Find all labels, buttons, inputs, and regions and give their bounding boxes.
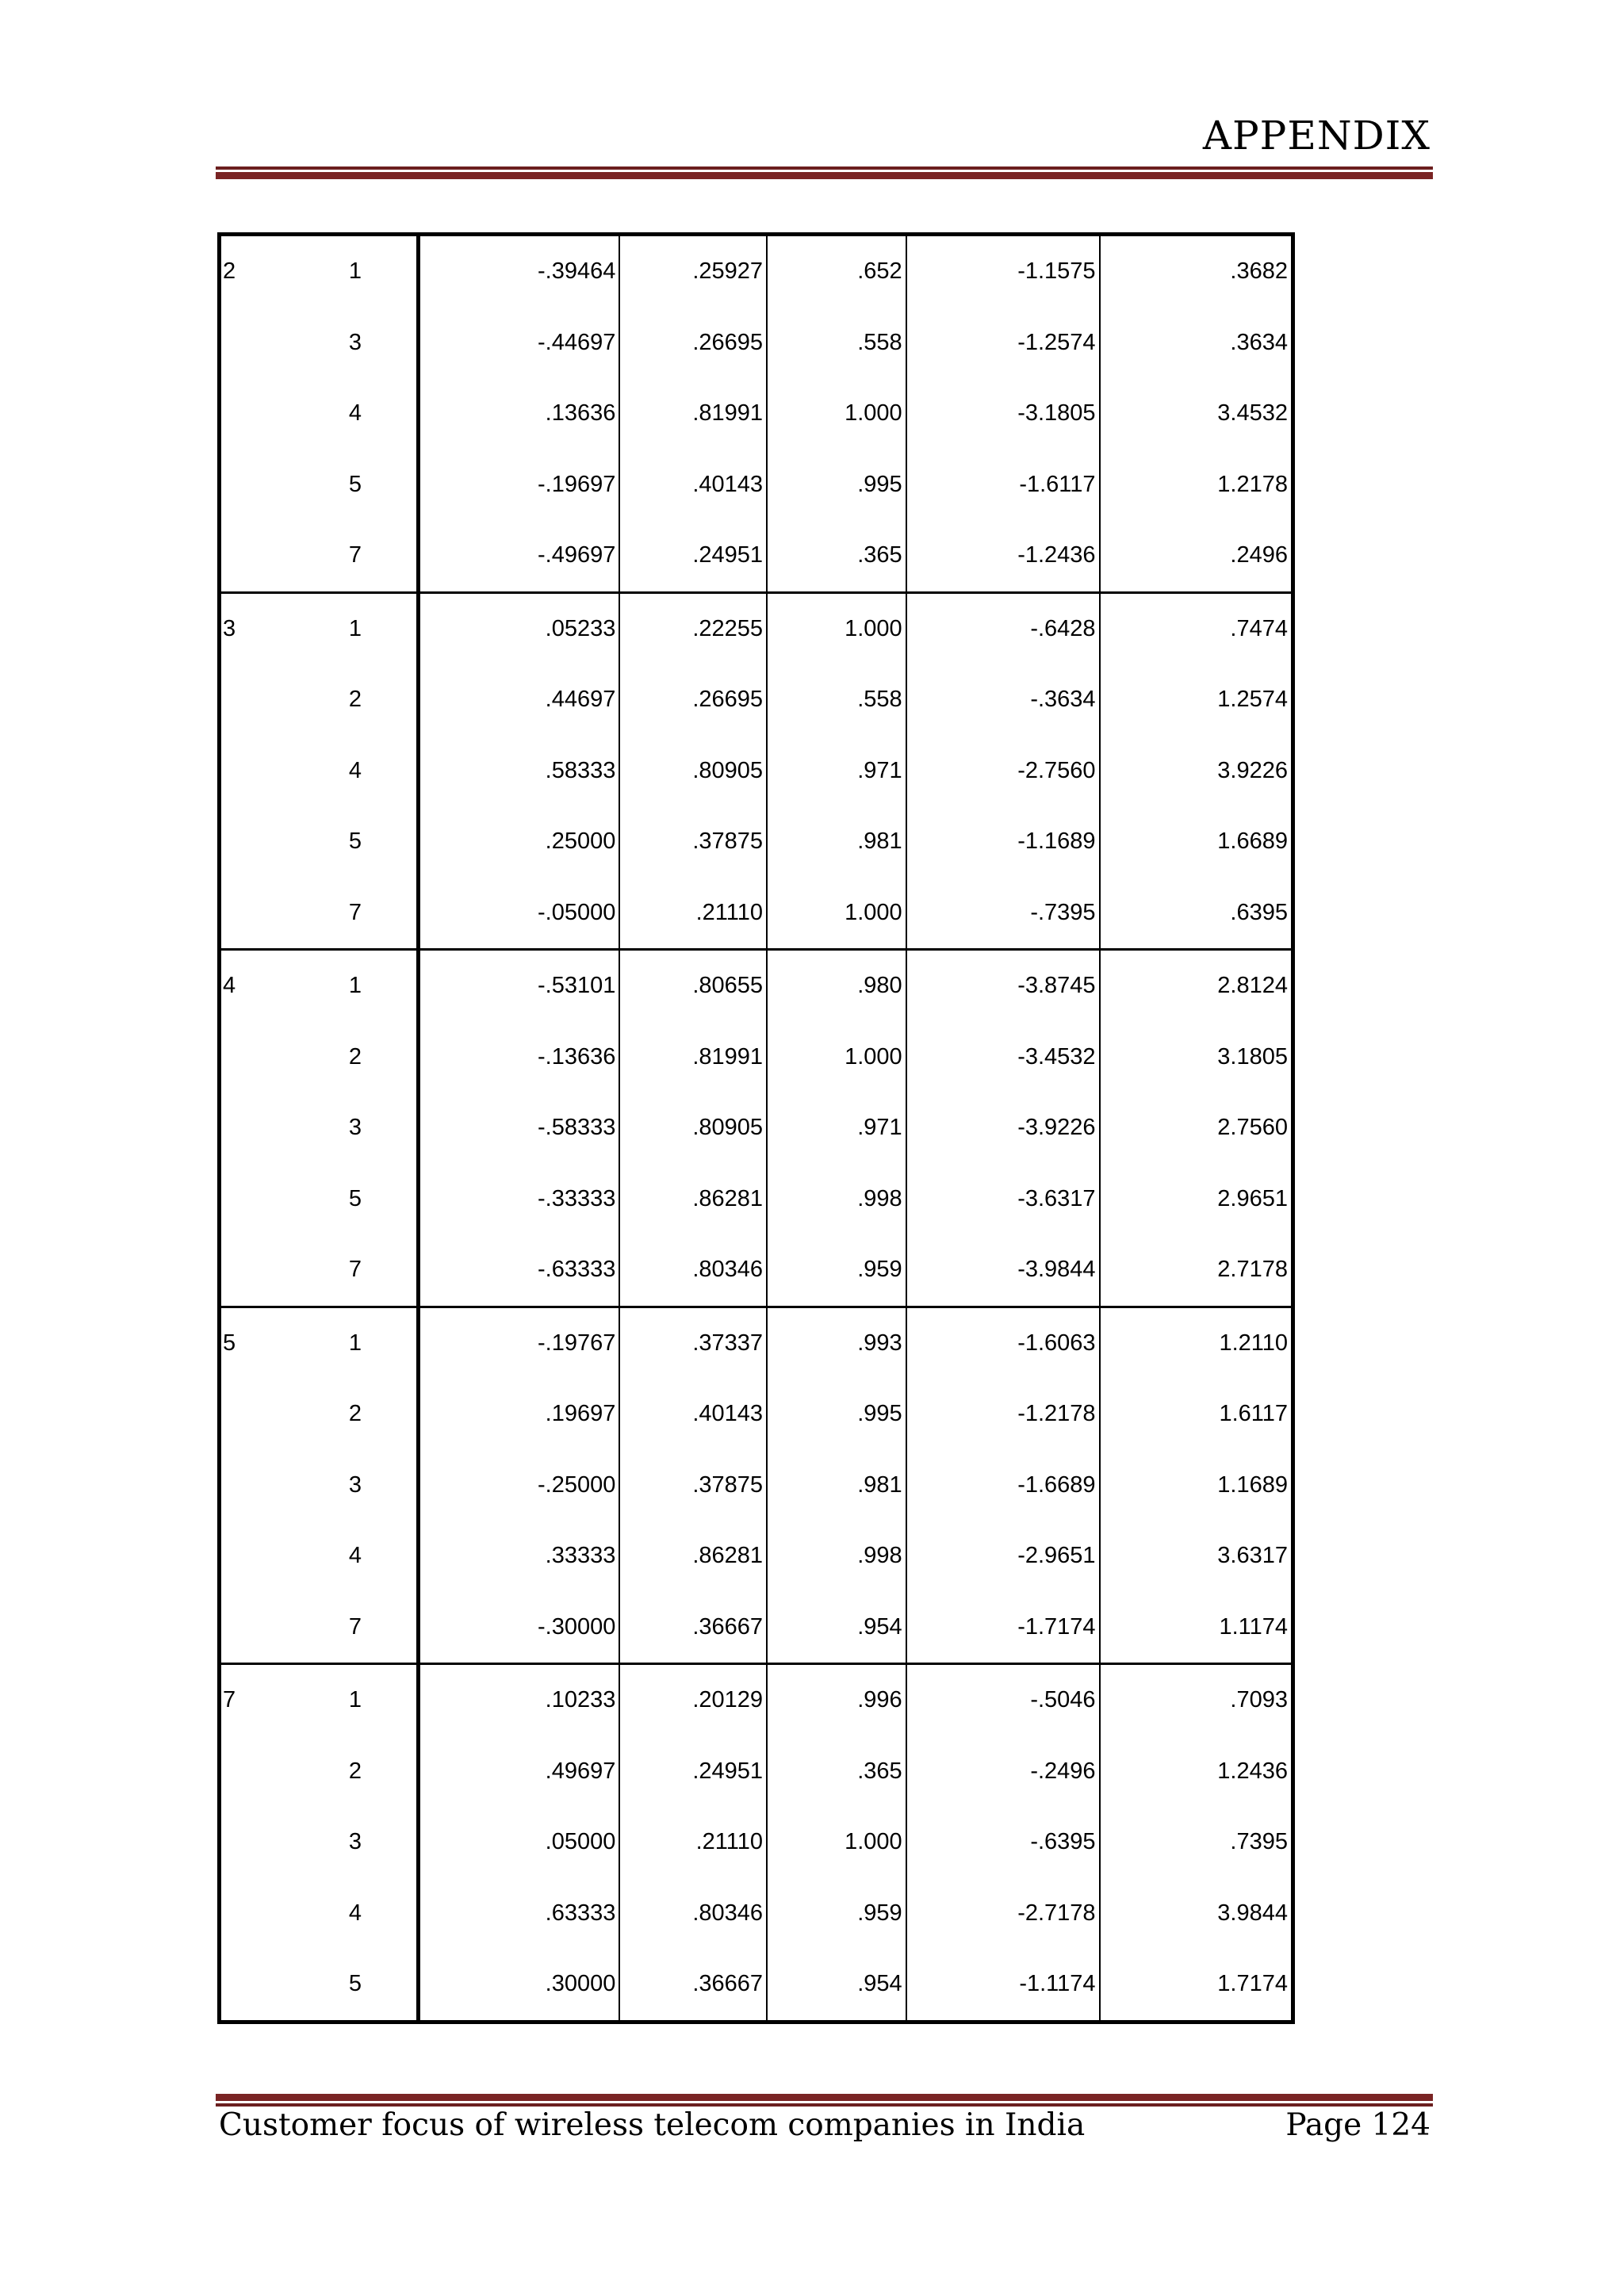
footer-rule-thick	[216, 2094, 1433, 2101]
value-cell: -1.1689	[906, 806, 1100, 878]
value-cell: -2.7560	[906, 736, 1100, 807]
comparison-label-cell: 3	[315, 1093, 418, 1164]
group-label-cell	[220, 308, 315, 379]
value-cell: -.7395	[906, 878, 1100, 950]
group-label-cell: 7	[220, 1664, 315, 1736]
comparison-label-cell: 3	[315, 1807, 418, 1878]
value-cell: .37875	[619, 806, 767, 878]
value-cell: .37875	[619, 1450, 767, 1521]
comparison-label-cell: 3	[315, 308, 418, 379]
value-cell: 2.8124	[1100, 950, 1293, 1022]
table-row	[220, 1664, 1293, 1736]
value-cell: -1.6063	[906, 1307, 1100, 1379]
group-label-cell	[220, 1878, 315, 1950]
value-cell: .996	[767, 1664, 906, 1736]
value-cell: .30000	[418, 1949, 619, 2022]
value-cell: .81991	[619, 378, 767, 450]
table-row	[220, 520, 1293, 592]
value-cell: -.2496	[906, 1736, 1100, 1808]
group-label-cell	[220, 1450, 315, 1521]
value-cell: -.49697	[418, 520, 619, 592]
comparison-label-cell: 1	[315, 950, 418, 1022]
comparison-label-cell: 1	[315, 592, 418, 664]
value-cell: -3.6317	[906, 1164, 1100, 1235]
value-cell: .7093	[1100, 1664, 1293, 1736]
group-label-cell	[220, 378, 315, 450]
value-cell: -.58333	[418, 1093, 619, 1164]
value-cell: .2496	[1100, 520, 1293, 592]
group-label-cell: 2	[220, 235, 315, 308]
value-cell: .24951	[619, 1736, 767, 1808]
value-cell: .959	[767, 1234, 906, 1307]
table-row	[220, 1234, 1293, 1307]
value-cell: -.05000	[418, 878, 619, 950]
table-row	[220, 378, 1293, 450]
value-cell: -.19767	[418, 1307, 619, 1379]
page-header-title: APPENDIX	[1202, 113, 1431, 159]
comparison-label-cell: 5	[315, 450, 418, 521]
value-cell: .7474	[1100, 592, 1293, 664]
value-cell: .80905	[619, 736, 767, 807]
value-cell: .40143	[619, 450, 767, 521]
value-cell: .86281	[619, 1164, 767, 1235]
value-cell: .981	[767, 1450, 906, 1521]
value-cell: 1.000	[767, 878, 906, 950]
comparison-label-cell: 1	[315, 1307, 418, 1379]
table-row	[220, 1164, 1293, 1235]
group-label-cell	[220, 1807, 315, 1878]
value-cell: -2.9651	[906, 1521, 1100, 1592]
value-cell: 1.6117	[1100, 1379, 1293, 1450]
value-cell: .6395	[1100, 878, 1293, 950]
value-cell: .37337	[619, 1307, 767, 1379]
group-label-cell	[220, 736, 315, 807]
value-cell: -.5046	[906, 1664, 1100, 1736]
table-row	[220, 235, 1293, 308]
value-cell: .980	[767, 950, 906, 1022]
footer-page-number: Page 124	[1285, 2107, 1431, 2143]
value-cell: 1.2574	[1100, 664, 1293, 736]
table-row	[220, 1022, 1293, 1093]
group-label-cell	[220, 1164, 315, 1235]
value-cell: .40143	[619, 1379, 767, 1450]
value-cell: 3.1805	[1100, 1022, 1293, 1093]
table-row	[220, 878, 1293, 950]
value-cell: -.33333	[418, 1164, 619, 1235]
value-cell: -3.9844	[906, 1234, 1100, 1307]
value-cell: .26695	[619, 664, 767, 736]
value-cell: .25927	[619, 235, 767, 308]
group-label-cell: 4	[220, 950, 315, 1022]
value-cell: 1.7174	[1100, 1949, 1293, 2022]
value-cell: .58333	[418, 736, 619, 807]
table-row	[220, 1878, 1293, 1950]
value-cell: 1.000	[767, 592, 906, 664]
comparison-label-cell: 7	[315, 520, 418, 592]
value-cell: -1.2436	[906, 520, 1100, 592]
value-cell: -.39464	[418, 235, 619, 308]
value-cell: -.13636	[418, 1022, 619, 1093]
comparison-label-cell: 5	[315, 1164, 418, 1235]
value-cell: 2.7560	[1100, 1093, 1293, 1164]
group-label-cell	[220, 1379, 315, 1450]
value-cell: .36667	[619, 1949, 767, 2022]
group-label-cell: 5	[220, 1307, 315, 1379]
group-label-cell	[220, 450, 315, 521]
table-row	[220, 1450, 1293, 1521]
table-row	[220, 1307, 1293, 1379]
value-cell: 1.2110	[1100, 1307, 1293, 1379]
value-cell: -1.1575	[906, 235, 1100, 308]
comparison-label-cell: 2	[315, 664, 418, 736]
value-cell: -1.2178	[906, 1379, 1100, 1450]
value-cell: 2.9651	[1100, 1164, 1293, 1235]
value-cell: 1.1689	[1100, 1450, 1293, 1521]
value-cell: -.3634	[906, 664, 1100, 736]
comparison-label-cell: 4	[315, 736, 418, 807]
footer-rule-thin	[216, 2103, 1433, 2107]
value-cell: .19697	[418, 1379, 619, 1450]
comparison-label-cell: 2	[315, 1022, 418, 1093]
comparison-label-cell: 4	[315, 1878, 418, 1950]
group-label-cell	[220, 806, 315, 878]
value-cell: -1.6689	[906, 1450, 1100, 1521]
comparisons-table	[217, 232, 1295, 2024]
value-cell: .3634	[1100, 308, 1293, 379]
comparison-label-cell: 4	[315, 1521, 418, 1592]
value-cell: .10233	[418, 1664, 619, 1736]
value-cell: .995	[767, 450, 906, 521]
value-cell: -3.8745	[906, 950, 1100, 1022]
table-row	[220, 308, 1293, 379]
comparison-label-cell: 7	[315, 1234, 418, 1307]
table-row	[220, 1807, 1293, 1878]
value-cell: -3.9226	[906, 1093, 1100, 1164]
table-row	[220, 592, 1293, 664]
table-row	[220, 950, 1293, 1022]
value-cell: .998	[767, 1164, 906, 1235]
value-cell: .365	[767, 520, 906, 592]
header-rule-thick	[216, 172, 1433, 179]
value-cell: 1.000	[767, 1022, 906, 1093]
value-cell: -.6395	[906, 1807, 1100, 1878]
value-cell: -1.7174	[906, 1592, 1100, 1664]
value-cell: -3.1805	[906, 378, 1100, 450]
table-row	[220, 1093, 1293, 1164]
value-cell: .33333	[418, 1521, 619, 1592]
value-cell: .959	[767, 1878, 906, 1950]
value-cell: .558	[767, 308, 906, 379]
value-cell: 1.2436	[1100, 1736, 1293, 1808]
value-cell: .86281	[619, 1521, 767, 1592]
table-row	[220, 664, 1293, 736]
value-cell: .05000	[418, 1807, 619, 1878]
value-cell: .954	[767, 1592, 906, 1664]
table-row	[220, 1379, 1293, 1450]
group-label-cell	[220, 878, 315, 950]
group-label-cell	[220, 1949, 315, 2022]
comparison-label-cell: 7	[315, 1592, 418, 1664]
comparisons-table-wrapper	[217, 232, 1295, 2024]
value-cell: .80346	[619, 1234, 767, 1307]
value-cell: .80655	[619, 950, 767, 1022]
value-cell: 1.2178	[1100, 450, 1293, 521]
header-rule-thin	[216, 166, 1433, 170]
value-cell: -.63333	[418, 1234, 619, 1307]
comparison-label-cell: 2	[315, 1379, 418, 1450]
comparison-label-cell: 4	[315, 378, 418, 450]
value-cell: 1.000	[767, 1807, 906, 1878]
value-cell: .652	[767, 235, 906, 308]
table-row	[220, 1592, 1293, 1664]
table-row	[220, 736, 1293, 807]
value-cell: .981	[767, 806, 906, 878]
value-cell: 1.000	[767, 378, 906, 450]
table-row	[220, 450, 1293, 521]
value-cell: .365	[767, 1736, 906, 1808]
value-cell: -1.6117	[906, 450, 1100, 521]
comparison-label-cell: 5	[315, 806, 418, 878]
value-cell: .995	[767, 1379, 906, 1450]
value-cell: .36667	[619, 1592, 767, 1664]
value-cell: -.53101	[418, 950, 619, 1022]
group-label-cell	[220, 1521, 315, 1592]
value-cell: -1.2574	[906, 308, 1100, 379]
value-cell: -.6428	[906, 592, 1100, 664]
value-cell: .80905	[619, 1093, 767, 1164]
value-cell: .80346	[619, 1878, 767, 1950]
group-label-cell	[220, 1736, 315, 1808]
value-cell: -.30000	[418, 1592, 619, 1664]
value-cell: .954	[767, 1949, 906, 2022]
value-cell: 3.9844	[1100, 1878, 1293, 1950]
group-label-cell	[220, 520, 315, 592]
comparison-label-cell: 1	[315, 235, 418, 308]
comparison-label-cell: 3	[315, 1450, 418, 1521]
value-cell: .22255	[619, 592, 767, 664]
group-label-cell: 3	[220, 592, 315, 664]
value-cell: .26695	[619, 308, 767, 379]
value-cell: .44697	[418, 664, 619, 736]
value-cell: .63333	[418, 1878, 619, 1950]
value-cell: .993	[767, 1307, 906, 1379]
group-label-cell	[220, 1592, 315, 1664]
value-cell: -2.7178	[906, 1878, 1100, 1950]
value-cell: .13636	[418, 378, 619, 450]
value-cell: .971	[767, 1093, 906, 1164]
value-cell: -.25000	[418, 1450, 619, 1521]
value-cell: .558	[767, 664, 906, 736]
value-cell: 1.1174	[1100, 1592, 1293, 1664]
comparison-label-cell: 7	[315, 878, 418, 950]
table-row	[220, 1949, 1293, 2022]
table-row	[220, 1521, 1293, 1592]
table-body	[220, 235, 1293, 2022]
value-cell: .7395	[1100, 1807, 1293, 1878]
value-cell: 3.9226	[1100, 736, 1293, 807]
value-cell: 1.6689	[1100, 806, 1293, 878]
value-cell: 3.4532	[1100, 378, 1293, 450]
value-cell: .24951	[619, 520, 767, 592]
value-cell: .998	[767, 1521, 906, 1592]
value-cell: 3.6317	[1100, 1521, 1293, 1592]
value-cell: .05233	[418, 592, 619, 664]
value-cell: .25000	[418, 806, 619, 878]
value-cell: .21110	[619, 1807, 767, 1878]
value-cell: .81991	[619, 1022, 767, 1093]
group-label-cell	[220, 664, 315, 736]
value-cell: .20129	[619, 1664, 767, 1736]
value-cell: .49697	[418, 1736, 619, 1808]
table-row	[220, 1736, 1293, 1808]
value-cell: .21110	[619, 878, 767, 950]
comparison-label-cell: 5	[315, 1949, 418, 2022]
footer-title: Customer focus of wireless telecom companies in India	[219, 2107, 1086, 2143]
value-cell: -3.4532	[906, 1022, 1100, 1093]
table-row	[220, 806, 1293, 878]
value-cell: .3682	[1100, 235, 1293, 308]
value-cell: -.19697	[418, 450, 619, 521]
value-cell: .971	[767, 736, 906, 807]
comparison-label-cell: 1	[315, 1664, 418, 1736]
comparison-label-cell: 2	[315, 1736, 418, 1808]
value-cell: -1.1174	[906, 1949, 1100, 2022]
value-cell: -.44697	[418, 308, 619, 379]
group-label-cell	[220, 1022, 315, 1093]
group-label-cell	[220, 1093, 315, 1164]
group-label-cell	[220, 1234, 315, 1307]
value-cell: 2.7178	[1100, 1234, 1293, 1307]
